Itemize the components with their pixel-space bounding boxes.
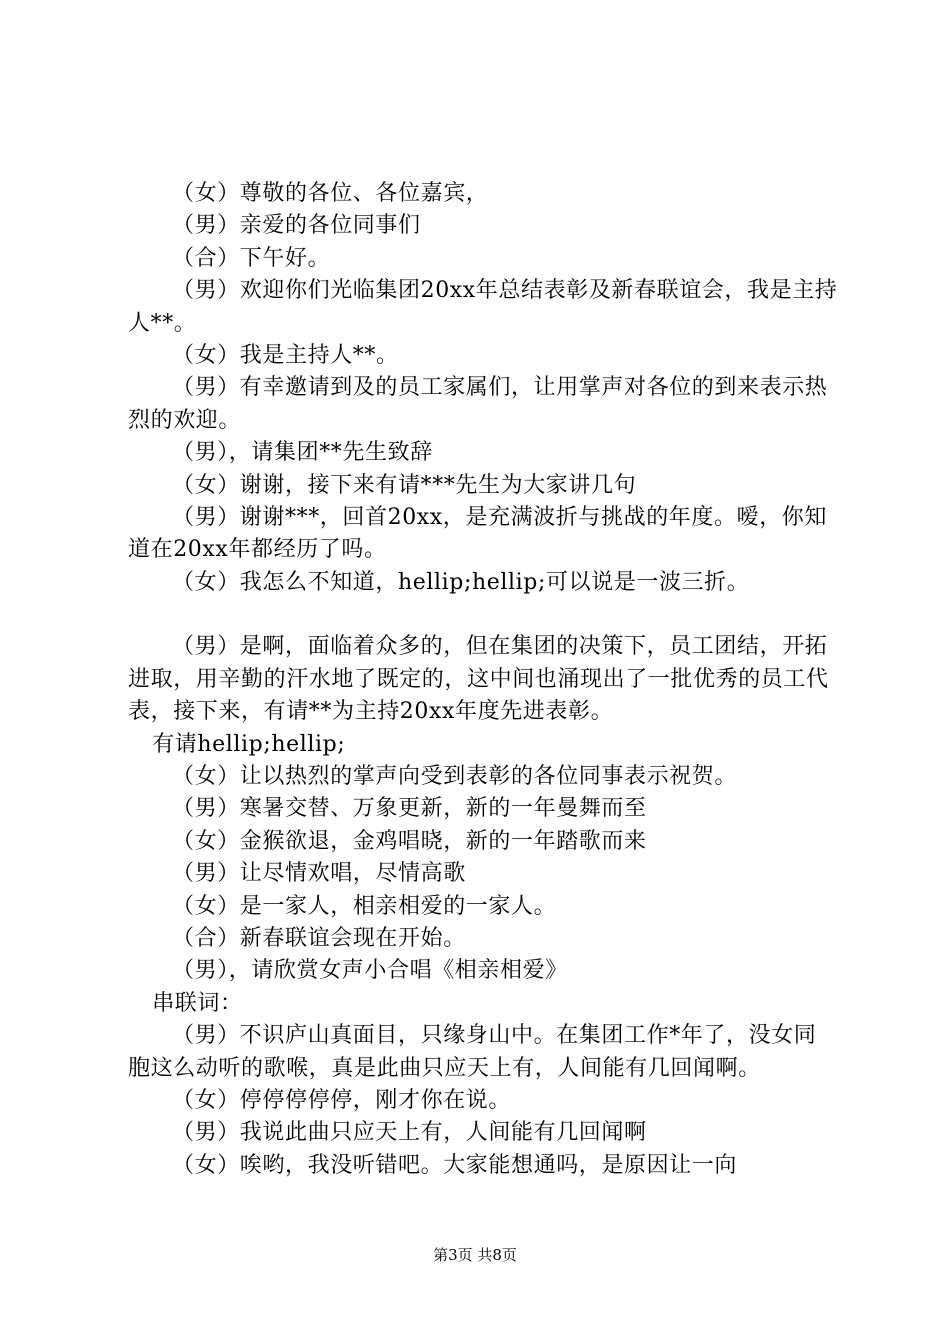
paragraph: （女）让以热烈的掌声向受到表彰的各位同事表示祝贺。 bbox=[172, 763, 738, 789]
paragraph: （男），请欣赏女声小合唱《相亲相爱》 bbox=[172, 958, 568, 984]
paragraph: （女）我是主持人**。 bbox=[172, 343, 399, 369]
paragraph: 有请hellip;hellip; bbox=[152, 731, 346, 757]
paragraph: （女）我怎么不知道，hellip;hellip;可以说是一波三折。 bbox=[172, 569, 750, 595]
paragraph: （女）尊敬的各位、各位嘉宾， bbox=[172, 181, 489, 206]
paragraph: （男）我说此曲只应天上有，人间能有几回闻啊 bbox=[172, 1120, 647, 1146]
paragraph: （男）谢谢***，回首20xx，是充满波折与挑战的年度。嗳，你知道在20xx年都经历了吗。 bbox=[128, 505, 828, 563]
paragraph: （男）欢迎你们光临集团20xx年总结表彰及新春联谊会，我是主持人**。 bbox=[128, 278, 838, 336]
paragraph: （女）谢谢，接下来有请***先生为大家讲几句 bbox=[172, 472, 637, 498]
paragraph: （男）是啊，面临着众多的，但在集团的决策下，员工团结，开拓进取，用辛勤的汗水地了既定的，这中间也涌现出了一批优秀的员工代表，接下来，有请**为主持20xx年度先进表彰。 bbox=[128, 634, 829, 725]
page-number-footer: 第3页 共8页 bbox=[433, 1246, 517, 1264]
paragraph: （女）停停停停停，刚才你在说。 bbox=[172, 1087, 512, 1113]
paragraph: （男）亲爱的各位同事们 bbox=[172, 213, 421, 239]
paragraph: （男）不识庐山真面目，只缘身山中。在集团工作*年了，没女同胞这么动听的歌喉，真是此曲只应天上有，人间能有几回闻啊。 bbox=[128, 1023, 817, 1081]
paragraph: （合）下午好。 bbox=[172, 245, 331, 271]
paragraph: （男），请集团**先生致辞 bbox=[172, 440, 433, 466]
paragraph: （女）金猴欲退，金鸡唱晓，新的一年踏歌而来 bbox=[172, 828, 647, 854]
paragraph: 串联词： bbox=[152, 990, 243, 1016]
paragraph: （女）唉哟，我没听错吧。大家能想通吗，是原因让一向 bbox=[172, 1152, 738, 1178]
paragraph: （女）是一家人，相亲相爱的一家人。 bbox=[172, 893, 557, 919]
paragraph: （男）有幸邀请到及的员工家属们，让用掌声对各位的到来表示热烈的欢迎。 bbox=[128, 375, 828, 433]
paragraph: （合）新春联谊会现在开始。 bbox=[172, 925, 466, 951]
document-body bbox=[128, 178, 838, 1182]
paragraph: （男）寒暑交替、万象更新，新的一年曼舞而至 bbox=[172, 796, 647, 822]
paragraph: （男）让尽情欢唱，尽情高歌 bbox=[172, 861, 466, 887]
